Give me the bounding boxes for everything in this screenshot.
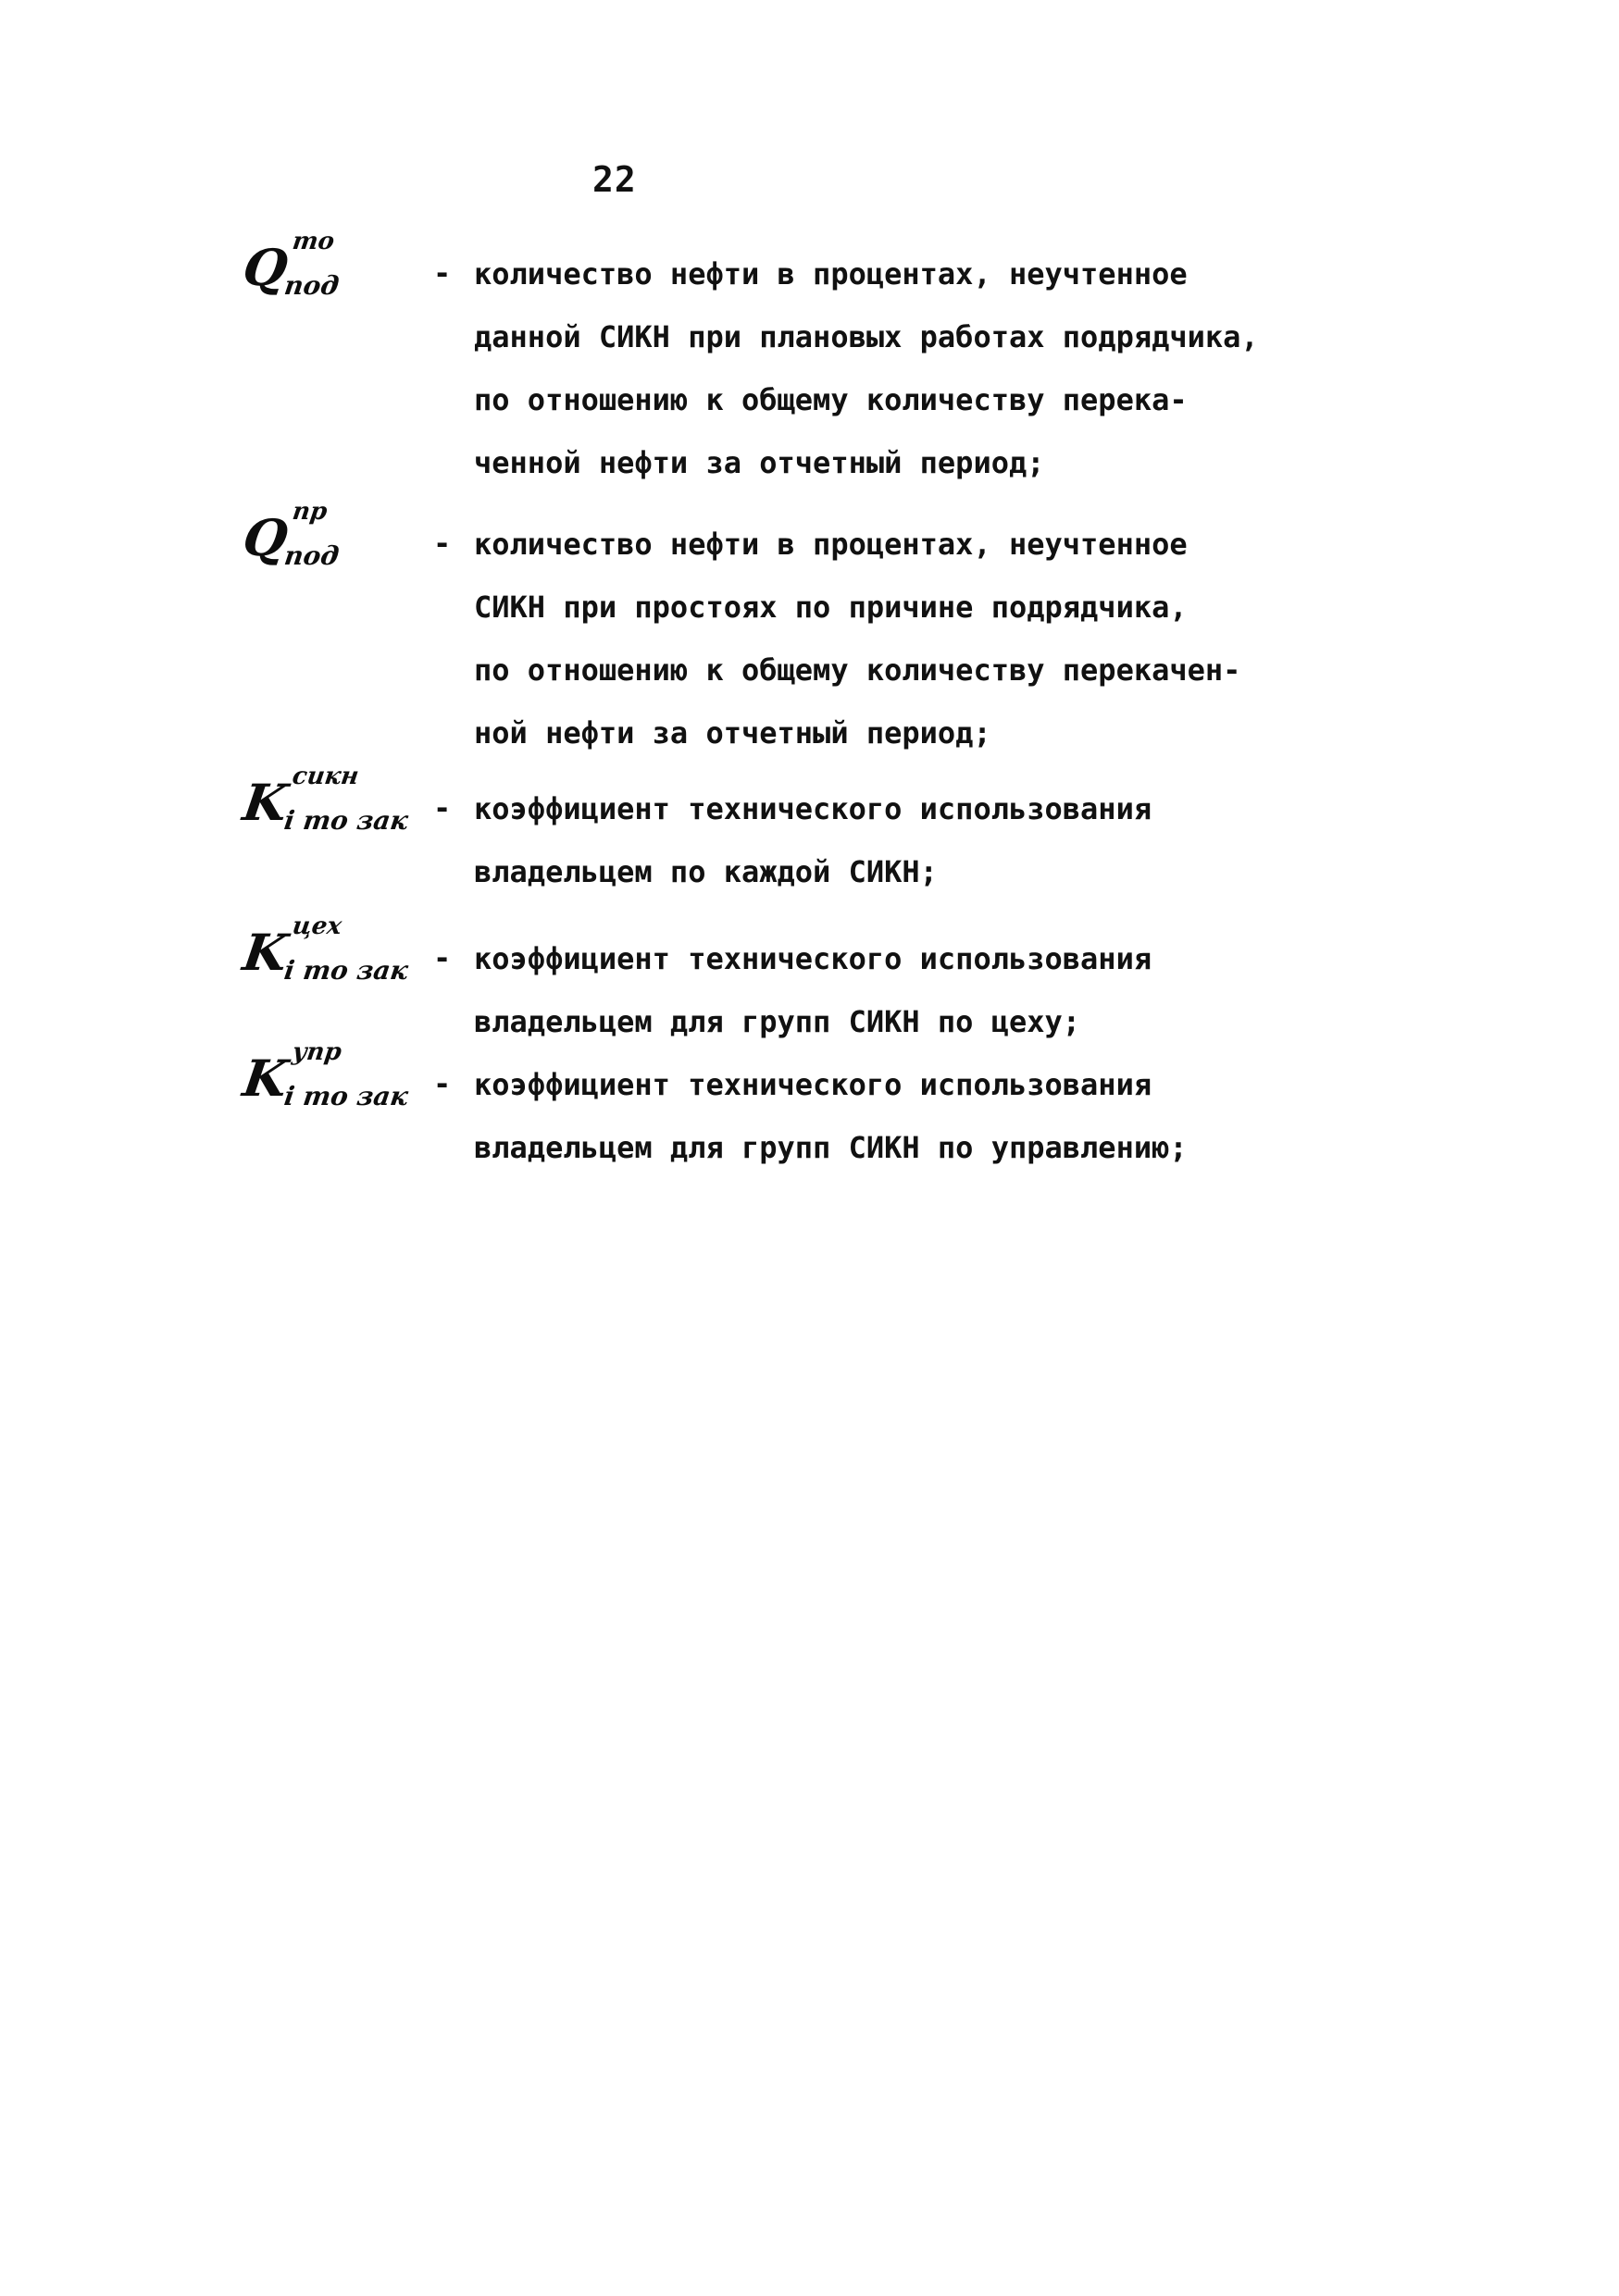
definition-dash: - (433, 255, 452, 291)
formula-symbol (238, 498, 432, 577)
symbol-base: K (239, 923, 292, 982)
text-line: данной СИКН при плановых работах подрядчика, (474, 319, 1259, 354)
definition-dash: - (433, 526, 452, 561)
text-line: коэффициент технического использования (474, 1067, 1152, 1102)
text-line: по отношению к общему количеству перекачен- (474, 652, 1241, 688)
symbol-superscript: сикн (290, 763, 361, 790)
text-line: владельцем для групп СИКН по управлению; (474, 1130, 1188, 1165)
symbol-subscript: под (282, 540, 342, 571)
definition-text (474, 1053, 1400, 1179)
text-line: СИКН при простоях по причине подрядчика, (474, 590, 1188, 625)
symbol-superscript: пр (290, 498, 330, 526)
symbol-base: Q (239, 238, 292, 297)
text-line: ченной нефти за отчетный период; (474, 445, 1045, 480)
symbol-subscript: i то зак (282, 955, 411, 986)
symbol-base: K (239, 773, 292, 832)
text-line: количество нефти в процентах, неучтенное (474, 256, 1188, 292)
definition-text (474, 242, 1400, 494)
symbol-superscript: упр (290, 1038, 343, 1066)
formula-symbol (238, 763, 432, 842)
definition-text (474, 777, 1400, 903)
text-line: количество нефти в процентах, неучтенное (474, 527, 1188, 562)
definition-dash: - (433, 790, 452, 825)
formula-symbol (238, 1038, 432, 1118)
text-line: по отношению к общему количеству перека- (474, 382, 1188, 417)
symbol-base: K (239, 1049, 292, 1108)
definition-text (474, 513, 1400, 764)
symbol-base: Q (239, 508, 292, 567)
text-line: владельцем по каждой СИКН; (474, 854, 938, 889)
definition-dash: - (433, 940, 452, 975)
page-number: 22 (592, 159, 637, 200)
definition-dash: - (433, 1066, 452, 1101)
symbol-subscript: i то зак (282, 805, 411, 836)
symbol-superscript: цех (290, 912, 344, 940)
text-line: ной нефти за отчетный период; (474, 715, 991, 751)
symbol-superscript: то (290, 228, 337, 255)
formula-symbol (238, 912, 432, 992)
formula-symbol (238, 228, 432, 307)
symbol-subscript: i то зак (282, 1081, 411, 1111)
symbol-subscript: под (282, 270, 342, 301)
definition-text (474, 927, 1400, 1053)
text-line: владельцем для групп СИКН по цеху; (474, 1004, 1081, 1039)
text-line: коэффициент технического использования (474, 941, 1152, 976)
text-line: коэффициент технического использования (474, 791, 1152, 826)
